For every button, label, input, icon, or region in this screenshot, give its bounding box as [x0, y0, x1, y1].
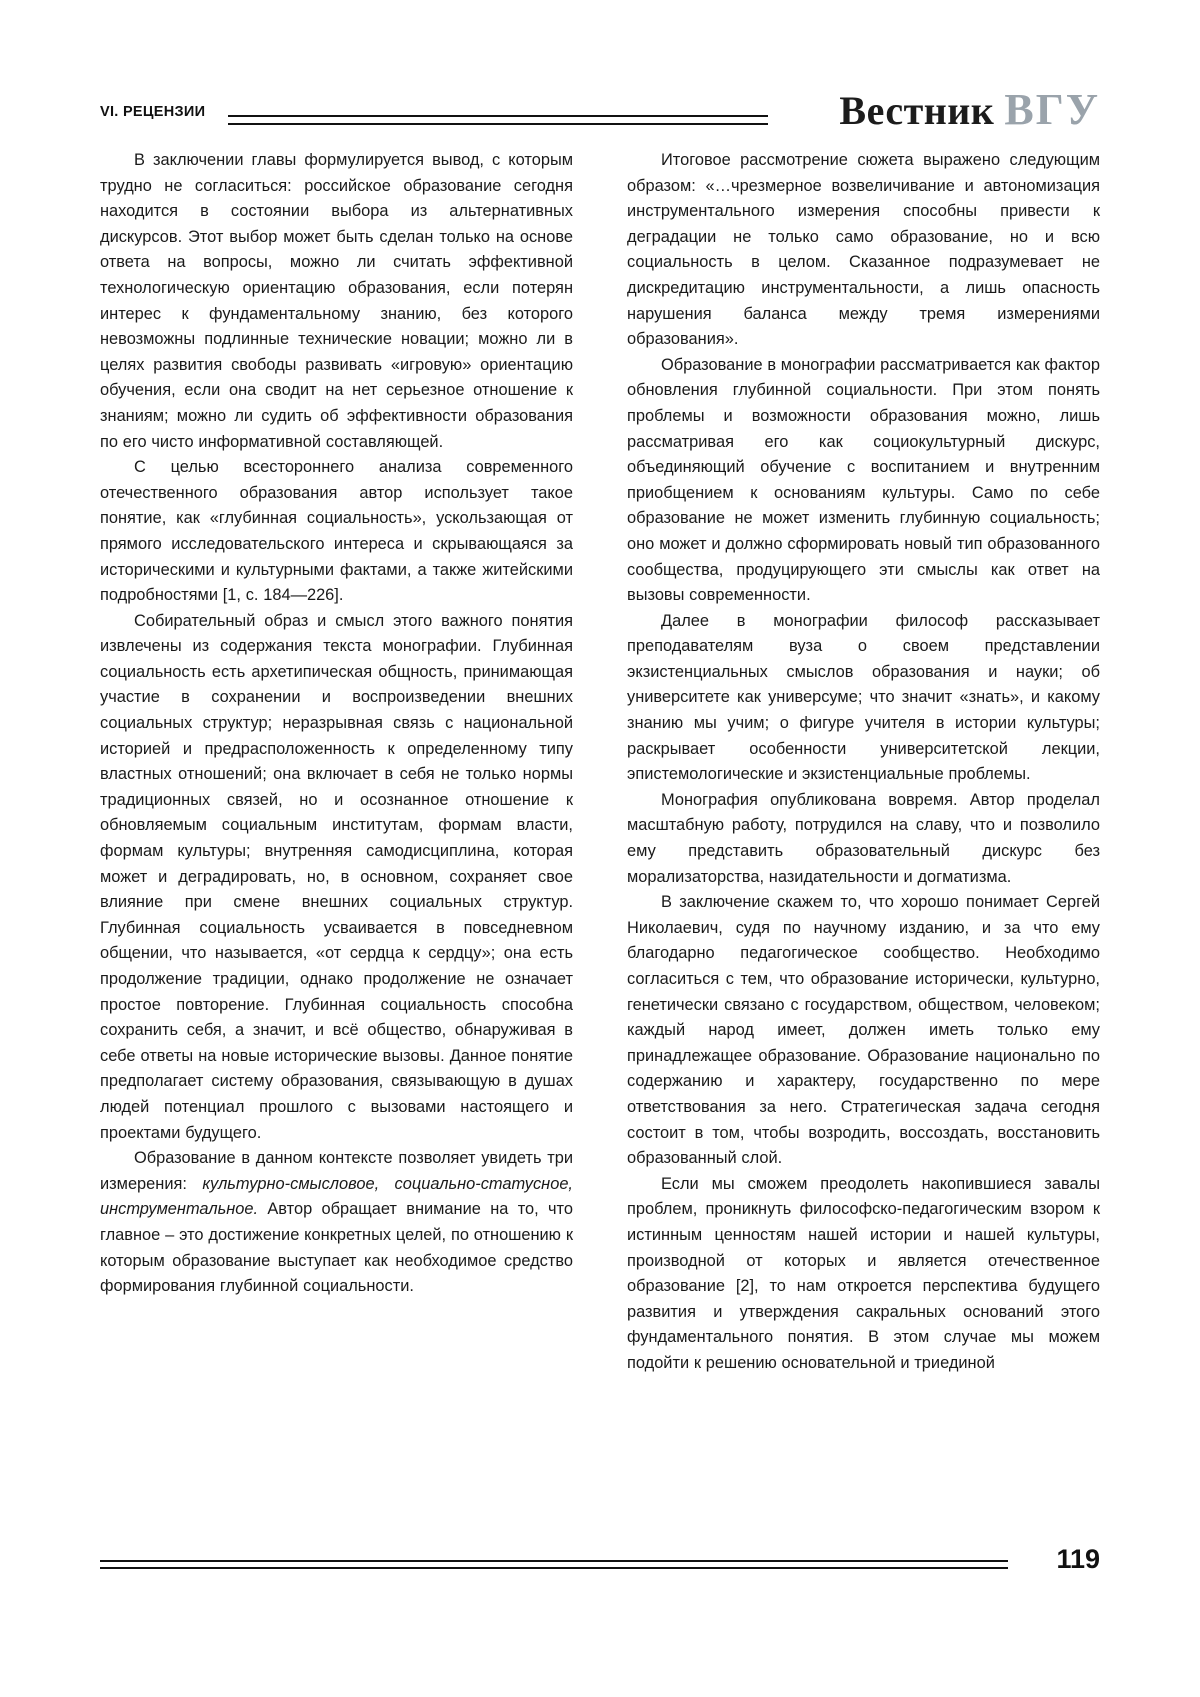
header-divider-rule: [228, 115, 768, 125]
section-label: VI. РЕЦЕНЗИИ: [100, 104, 206, 120]
paragraph: С целью всестороннего анализа современного отечественного образования автор использует такое понятие, как «глубинная социальность», ускользающая от прямого исследовательского интереса и скрывающаяся за историческими и культурными фактами, а также житейскими подробностями [1, с. 184—226].: [100, 458, 573, 605]
paragraph: Если мы сможем преодолеть накопившиеся завалы проблем, проникнуть философско-педагогическим взором к истинным ценностям нашей истории и нашей культуры, производной от которых и является отечественное образование [2], то нам откроется перспектива будущего развития и утверждения сакральных оснований этого фундаментального понятия. В этом случае мы можем подойти к решению основательной и триединой: [627, 1174, 1100, 1372]
page-number: 119: [1056, 1544, 1100, 1574]
paragraph-part-before: Образование в данном контексте позволяет увидеть три измерения:: [100, 1149, 573, 1193]
paragraph: Итоговое рассмотрение сюжета выражено следующим образом: «…чрезмерное возвеличивание и автономизация инструментального измерения способны привести к деградации не только само образование, но и всю социальность в целом. Сказанное подразумевает не дискредитацию инструментальности, а лишь опасность нарушения баланса между тремя измерениями образования».: [627, 151, 1100, 349]
brand-title: Вестник: [839, 88, 995, 133]
paragraph-part-italic: культурно-смысловое, социально-статусное, инструментальное.: [100, 1174, 573, 1219]
article-body: [100, 148, 1100, 1377]
column-right: [627, 148, 1100, 1377]
paragraph: Монография опубликована вовремя. Автор проделал масштабную работу, потрудился на славу, что и позволило ему представить образовательный дискурс без морализаторства, назидательности и догматизма.: [627, 790, 1100, 886]
footer-divider-rule: [100, 1560, 1008, 1569]
paragraph-part-after: Автор обращает внимание на то, что главное – это достижение конкретных целей, по отношению к которым образование выступает как необходимое средство формирования глубинной социальности.: [100, 1200, 573, 1296]
paragraph: Далее в монографии философ рассказывает преподавателям вуза о своем представлении экзистенциальных смыслов образования и науки; об университете как универсуме; что значит «знать», и какому знанию мы учим; о фигуре учителя в истории культуры; раскрывает особенности университетской лекции, эпистемологические и экзистенциальные проблемы.: [627, 611, 1100, 784]
journal-brand: [839, 84, 1100, 135]
paragraph: Собирательный образ и смысл этого важного понятия извлечены из содержания текста монографии. Глубинная социальность есть архетипическая общность, принимающая участие в сохранении и воспроизведении внешних социальных структур; неразрывная связь с национальной историей и предрасположенность к определенному типу властных отношений; она включает в себя не только нормы традиционных связей, но и осознанное отношение к обновляемым социальным институтам, формам власти, формам культуры; внутренняя самодисциплина, которая может и деградировать, но, в основном, сохраняет свое влияние при смене внешних социальных структур. Глубинная социальность усваивается в повседневном общении, что называется, «от сердца к сердцу»; она есть продолжение традиции, однако продолжение не означает простое повторение. Глубинная социальность способна сохранить себя, а значит, и всё общество, обнаруживая в себе ответы на новые исторические вызовы. Данное понятие предполагает систему образования, связывающую в душах людей потенциал прошлого с вызовами настоящего и проектами будущего.: [100, 611, 573, 1142]
paragraph: Образование в монографии рассматривается как фактор обновления глубинной социальности. При этом понять проблемы и возможности образования можно, лишь рассматривая его как социокультурный дискурс, объединяющий обучение с воспитанием и внутренним приобщением к основаниям культуры. Само по себе образование не может изменить глубинную социальность; оно может и должно сформировать новый тип образованного сообщества, продуцирующего эти смыслы как ответ на вызовы современности.: [627, 355, 1100, 605]
column-left: [100, 148, 573, 1377]
paragraph: В заключении главы формулируется вывод, с которым трудно не согласиться: российское образование сегодня находится в состоянии выбора из альтернативных дискурсов. Этот выбор может быть сделан только на основе ответа на вопросы, можно ли считать эффективной технологическую ориентацию образования, если потерян интерес к фундаментальному знанию, без которого невозможны подлинные технические новации; можно ли в целях развития свободы развивать «игровую» ориентацию обучения, если она сводит на нет серьезное отношение к знаниям; можно ли судить об эффективности образования по его чисто информативной составляющей.: [100, 151, 573, 451]
brand-subtitle: ВГУ: [1004, 85, 1100, 134]
page-footer: [100, 1544, 1100, 1588]
page-header: [100, 85, 1100, 142]
paragraph-with-italics: [100, 1146, 573, 1300]
paragraph: В заключение скажем то, что хорошо понимает Сергей Николаевич, судя по научному изданию, и за что ему благодарно педагогическое сообщество. Необходимо согласиться с тем, что образование исторически, культурно, генетически связано с государством, обществом, человеком; каждый народ имеет, должен иметь только ему принадлежащее образование. Образование национально по содержанию и характеру, государственно по мере ответствования за него. Стратегическая задача сегодня состоит в том, чтобы возродить, воссоздать, восстановить образованный слой.: [627, 893, 1100, 1168]
